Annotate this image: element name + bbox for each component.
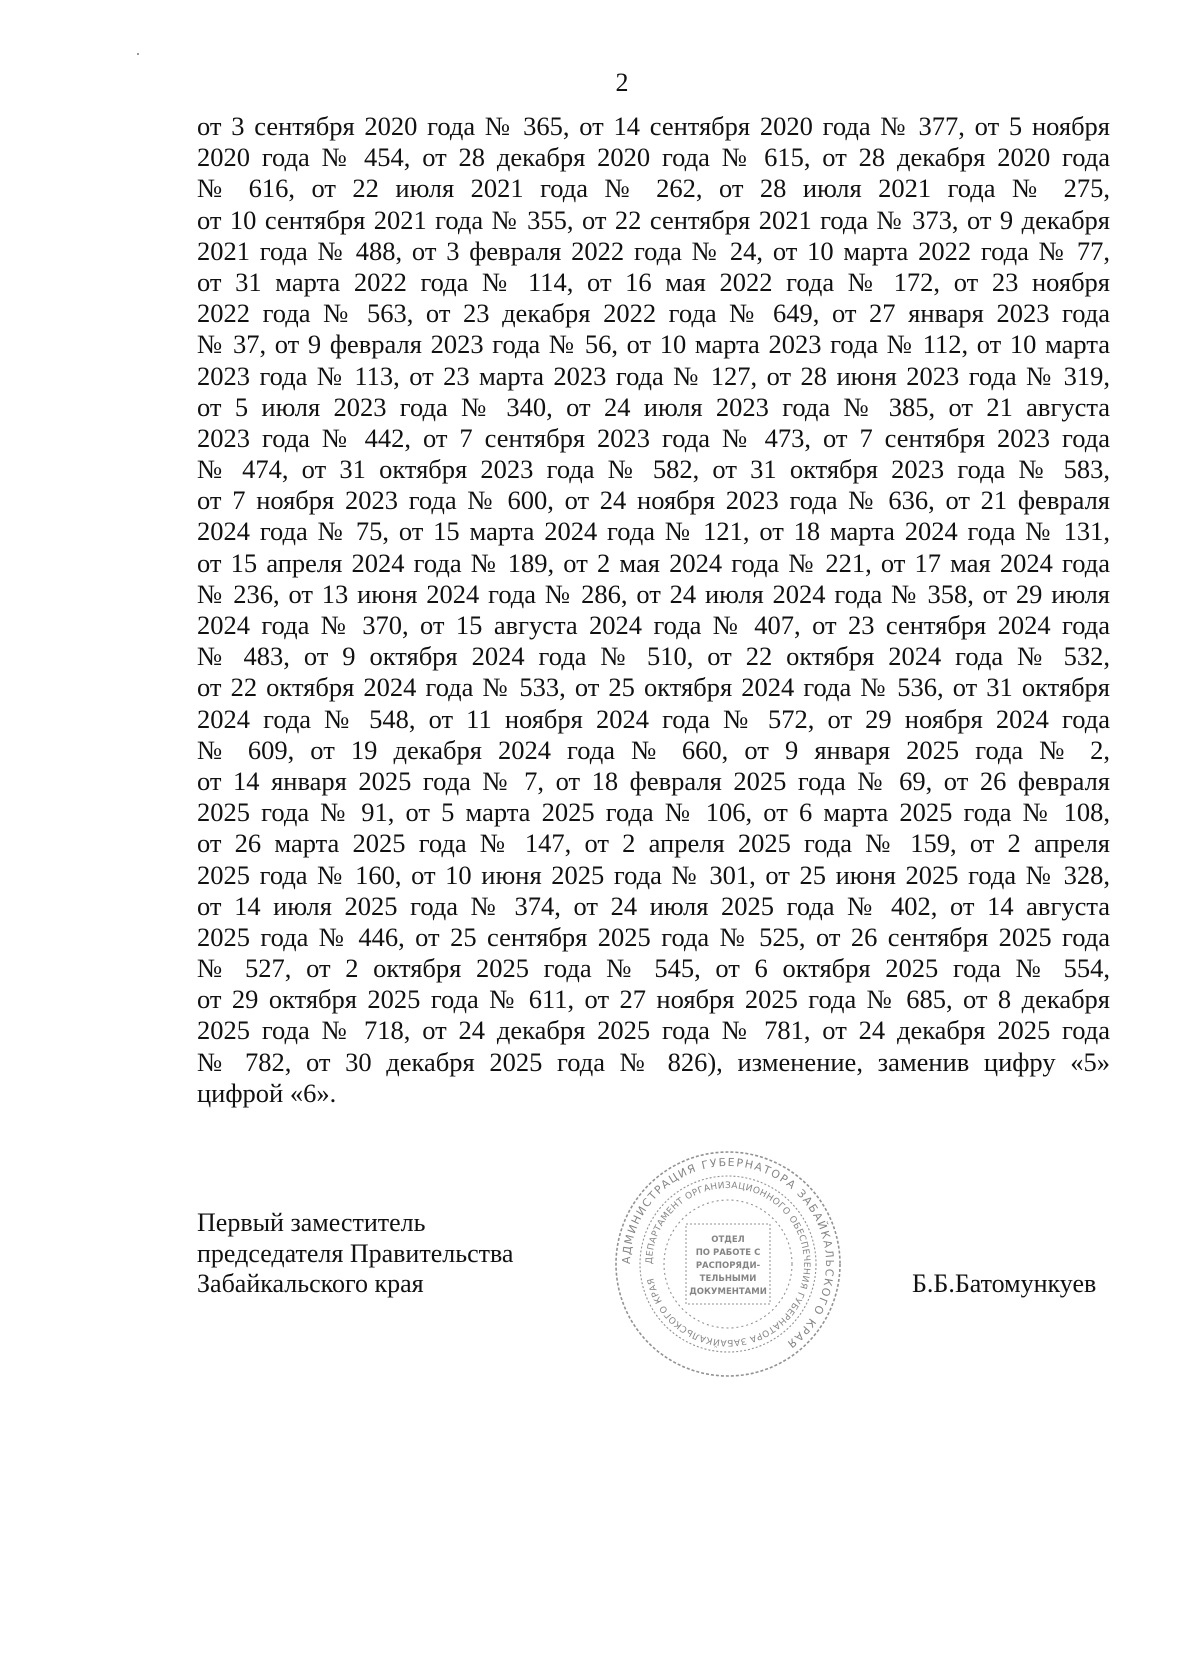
- seal-center-line: ДОКУМЕНТАМИ: [689, 1287, 767, 1297]
- body-line: от 3 сентября 2020 года № 365, от 14 сентября 2020 года № 377, от 5 ноября: [197, 111, 1110, 141]
- seal-center-line: ТЕЛЬНЫМИ: [699, 1274, 757, 1284]
- body-line: от 22 октября 2024 года № 533, от 25 октября 2024 года № 536, от 31 октября: [197, 672, 1110, 703]
- body-line: от 29 октября 2025 года № 611, от 27 ноября 2025 года № 685, от 8 декабря: [197, 984, 1110, 1015]
- body-line: 2025 года № 718, от 24 декабря 2025 года № 781, от 24 декабря 2025 года: [197, 1015, 1110, 1046]
- seal-inner-text: ДЕПАРТАМЕНТ ОРГАНИЗАЦИОННОГО ОБЕСПЕЧЕНИЯ ГУБЕРНАТОРА ЗАБАЙКАЛЬСКОГО КРАЯ: [644, 1180, 812, 1348]
- scan-speck: [137, 53, 139, 55]
- body-line: от 26 марта 2025 года № 147, от 2 апреля 2025 года № 159, от 2 апреля: [197, 828, 1110, 859]
- body-line: № 616, от 22 июля 2021 года № 262, от 28 июля 2021 года № 275,: [197, 173, 1110, 204]
- body-line: 2020 года № 454, от 28 декабря 2020 года № 615, от 28 декабря 2020 года: [197, 142, 1110, 173]
- body-line: от 5 июля 2023 года № 340, от 24 июля 2023 года № 385, от 21 августа: [197, 391, 1110, 422]
- signer-title-line: председателя Правительства: [197, 1238, 514, 1268]
- seal-center-line: РАСПОРЯДИ-: [695, 1261, 761, 1271]
- body-line: от 14 июля 2025 года № 374, от 24 июля 2025 года № 402, от 14 августа: [197, 890, 1110, 921]
- body-line: № 236, от 13 июня 2024 года № 286, от 24 июля 2024 года № 358, от 29 июля: [197, 578, 1110, 609]
- seal-center-line: ПО РАБОТЕ С: [695, 1248, 761, 1258]
- signer-title: [197, 1208, 577, 1300]
- body-line: № 609, от 19 декабря 2024 года № 660, от 9 января 2025 года № 2,: [197, 734, 1110, 765]
- body-line: № 483, от 9 октября 2024 года № 510, от 22 октября 2024 года № 532,: [197, 641, 1110, 672]
- body-line: № 474, от 31 октября 2023 года № 582, от 31 октября 2023 года № 583,: [197, 454, 1110, 485]
- body-line: 2024 года № 75, от 15 марта 2024 года № 121, от 18 марта 2024 года № 131,: [197, 516, 1110, 547]
- body-line: № 782, от 30 декабря 2025 года № 826), изменение, заменив цифру «5»: [197, 1046, 1110, 1077]
- body-line: цифрой «6».: [197, 1077, 337, 1108]
- signer-name: Б.Б.Батомункуев: [912, 1269, 1097, 1298]
- seal-outer-text: АДМИНИСТРАЦИЯ ГУБЕРНАТОРА ЗАБАЙКАЛЬСКОГО КРАЯ: [619, 1155, 837, 1352]
- body-line: 2025 года № 160, от 10 июня 2025 года № 301, от 25 июня 2025 года № 328,: [197, 859, 1110, 890]
- body-line: 2025 года № 446, от 25 сентября 2025 года № 525, от 26 сентября 2025 года: [197, 921, 1110, 952]
- body-line: 2024 года № 548, от 11 ноября 2024 года № 572, от 29 ноября 2024 года: [197, 703, 1110, 734]
- body-text: [197, 111, 1110, 1109]
- body-line: от 10 сентября 2021 года № 355, от 22 сентября 2021 года № 373, от 9 декабря: [197, 204, 1110, 235]
- seal-center-line: ОТДЕЛ: [711, 1235, 745, 1245]
- page-number: 2: [615, 68, 629, 97]
- body-line: 2024 года № 370, от 15 августа 2024 года № 407, от 23 сентября 2024 года: [197, 610, 1110, 640]
- body-line: от 31 марта 2022 года № 114, от 16 мая 2022 года № 172, от 23 ноября: [197, 266, 1110, 297]
- body-line: 2023 года № 442, от 7 сентября 2023 года № 473, от 7 сентября 2023 года: [197, 422, 1110, 453]
- body-line: от 14 января 2025 года № 7, от 18 февраля 2025 года № 69, от 26 февраля: [197, 765, 1110, 796]
- body-line: 2023 года № 113, от 23 марта 2023 года № 127, от 28 июня 2023 года № 319,: [197, 360, 1110, 391]
- signer-title-line: Забайкальского края: [197, 1269, 424, 1298]
- body-line: № 527, от 2 октября 2025 года № 545, от 6 октября 2025 года № 554,: [197, 953, 1110, 984]
- body-line: 2025 года № 91, от 5 марта 2025 года № 106, от 6 марта 2025 года № 108,: [197, 797, 1110, 828]
- body-line: № 37, от 9 февраля 2023 года № 56, от 10 марта 2023 года № 112, от 10 марта: [197, 329, 1110, 360]
- body-line: 2022 года № 563, от 23 декабря 2022 года № 649, от 27 января 2023 года: [197, 298, 1110, 329]
- body-line: 2021 года № 488, от 3 февраля 2022 года № 24, от 10 марта 2022 года № 77,: [197, 235, 1110, 266]
- official-seal: [610, 1146, 846, 1382]
- signer-title-line: Первый заместитель: [197, 1208, 426, 1237]
- body-line: от 7 ноября 2023 года № 600, от 24 ноября 2023 года № 636, от 21 февраля: [197, 485, 1110, 516]
- body-line: от 15 апреля 2024 года № 189, от 2 мая 2024 года № 221, от 17 мая 2024 года: [197, 547, 1110, 578]
